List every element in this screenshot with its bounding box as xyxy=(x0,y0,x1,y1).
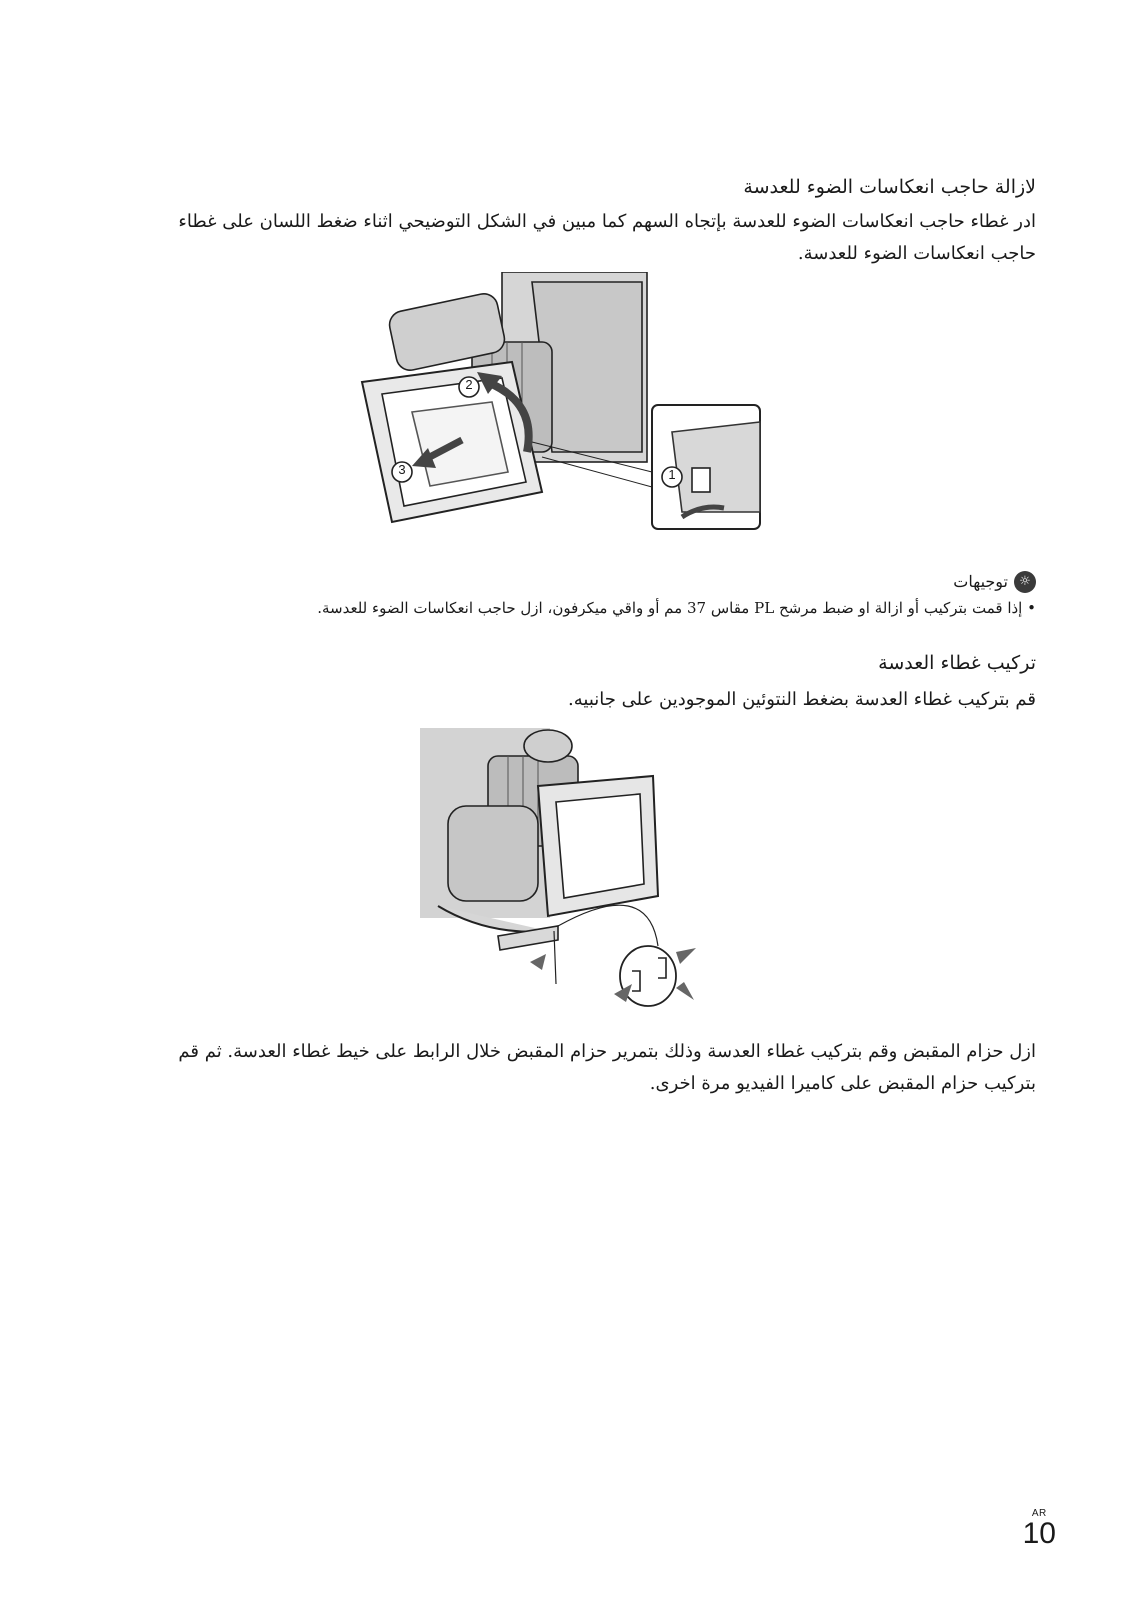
section-heading-attach-cap: تركيب غطاء العدسة xyxy=(878,652,1036,674)
tips-title: توجيهات xyxy=(953,572,1008,591)
tip-item xyxy=(130,596,1036,620)
tips-title-row xyxy=(130,570,1036,594)
paragraph-attach-cap: قم بتركيب غطاء العدسة بضغط النتوئين الموجودين على جانبيه. xyxy=(568,689,1036,710)
step-3-label: 3 xyxy=(398,462,406,477)
tip-item-text: إذا قمت بتركيب أو ازالة او ضبط مرشح PL مقاس 37 مم أو واقي ميكرفون، ازل حاجب انعكاسات الضوء للعدسة. xyxy=(317,599,1023,617)
page-number: 10 xyxy=(1022,1517,1056,1550)
bullet-icon: • xyxy=(1027,599,1036,617)
paragraph-remove-hood: ادر غطاء حاجب انعكاسات الضوء للعدسة بإتجاه السهم كما مبين في الشكل التوضيحي اثناء ضغط اللسان على غطاء حاجب انعكاسات الضوء للعدسة. xyxy=(178,211,1036,264)
paragraph-strap: ازل حزام المقبض وقم بتركيب غطاء العدسة وذلك بتمرير حزام المقبض خلال الرابط على خيط غطاء العدسة. ثم قم بتركيب حزام المقبض على كاميرا الفيديو مرة اخرى. xyxy=(178,1041,1036,1094)
lightbulb-icon: ☼ xyxy=(1014,571,1036,593)
page-language: AR xyxy=(1031,1508,1047,1519)
section-heading-remove-hood: لازالة حاجب انعكاسات الضوء للعدسة xyxy=(743,176,1036,198)
illustration-attach-cap xyxy=(418,726,702,1008)
illustration-remove-hood xyxy=(352,272,764,534)
step-2-label: 2 xyxy=(465,377,473,392)
page-footer xyxy=(1023,1508,1056,1549)
tips-section xyxy=(130,570,1036,620)
step-1-label: 1 xyxy=(668,467,676,482)
